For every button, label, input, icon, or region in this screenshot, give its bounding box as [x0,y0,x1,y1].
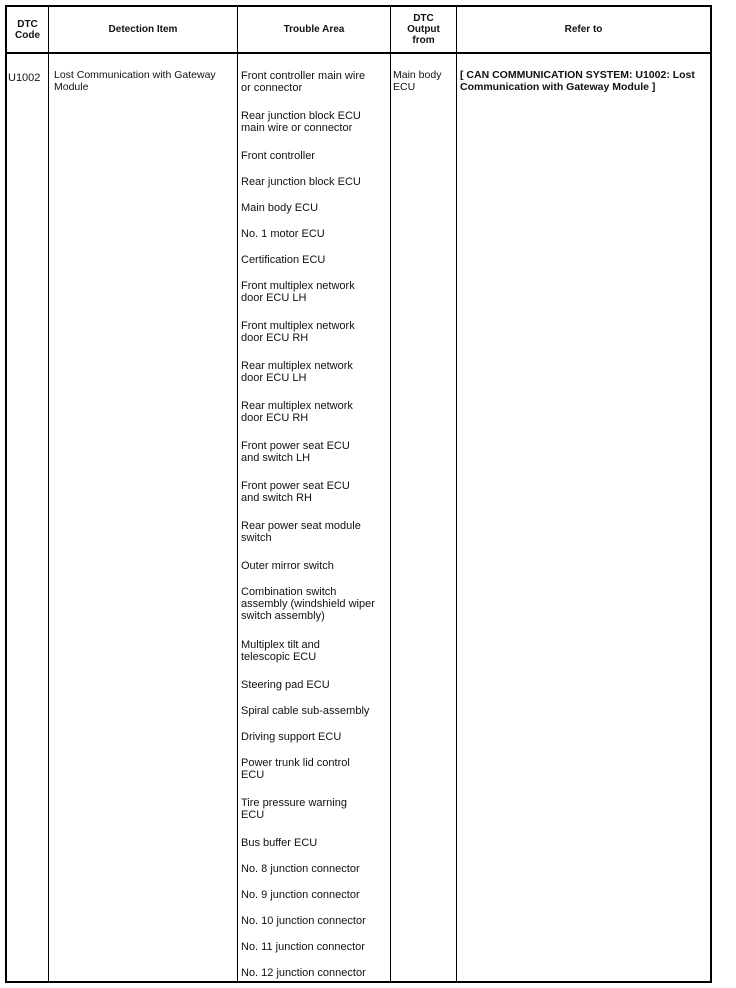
trouble-area-item: No. 9 junction connector [241,889,360,901]
trouble-area-item: Front controller main wire or connector [241,70,366,94]
trouble-area-item: Power trunk lid control ECU [241,757,350,781]
dtc-output-from: Main body ECU [393,69,442,93]
dtc-table [5,5,712,983]
refer-to-link[interactable]: [ CAN COMMUNICATION SYSTEM: U1002: Lost Communication with Gateway Module ] [460,69,695,93]
header-refer-to: Refer to [564,24,603,35]
detection-item: Lost Communication with Gateway Module [54,69,216,93]
trouble-area-item: Rear multiplex network door ECU LH [241,360,353,384]
column-divider [48,7,49,981]
trouble-area-item: Combination switch assembly (windshield wiper switch assembly) [241,586,375,622]
trouble-area-item: Multiplex tilt and telescopic ECU [241,639,320,663]
trouble-area-item: Front power seat ECU and switch LH [241,440,350,464]
trouble-area-item: Front multiplex network door ECU LH [241,280,355,304]
trouble-area-item: Certification ECU [241,254,326,266]
trouble-area-item: Rear multiplex network door ECU RH [241,400,353,424]
trouble-area-item: Front multiplex network door ECU RH [241,320,355,344]
trouble-area-item: Tire pressure warning ECU [241,797,347,821]
header-detection-item: Detection Item [108,24,178,35]
trouble-area-item: No. 8 junction connector [241,863,360,875]
header-trouble-area: Trouble Area [283,24,345,35]
trouble-area-item: No. 1 motor ECU [241,228,325,240]
column-divider [456,7,457,981]
trouble-area-item: Steering pad ECU [241,679,330,691]
trouble-area-item: Spiral cable sub-assembly [241,705,370,717]
trouble-area-item: No. 10 junction connector [241,915,366,927]
header-divider [7,52,710,54]
trouble-area-item: Outer mirror switch [241,560,334,572]
trouble-area-item: Rear junction block ECU [241,176,361,188]
trouble-area-item: Main body ECU [241,202,319,214]
header-dtc-output-from: DTC Output from [407,13,440,46]
trouble-area-item: Bus buffer ECU [241,837,318,849]
trouble-area-item: Rear junction block ECU main wire or connector [241,110,361,134]
trouble-area-item: Front controller [241,150,315,162]
trouble-area-item: No. 12 junction connector [241,967,366,979]
trouble-area-item: Rear power seat module switch [241,520,361,544]
trouble-area-item: No. 11 junction connector [241,941,365,953]
dtc-code: U1002 [8,72,41,84]
column-divider [237,7,238,981]
trouble-area-item: Front power seat ECU and switch RH [241,480,350,504]
header-dtc-code: DTC Code [15,18,40,41]
trouble-area-item: Driving support ECU [241,731,342,743]
